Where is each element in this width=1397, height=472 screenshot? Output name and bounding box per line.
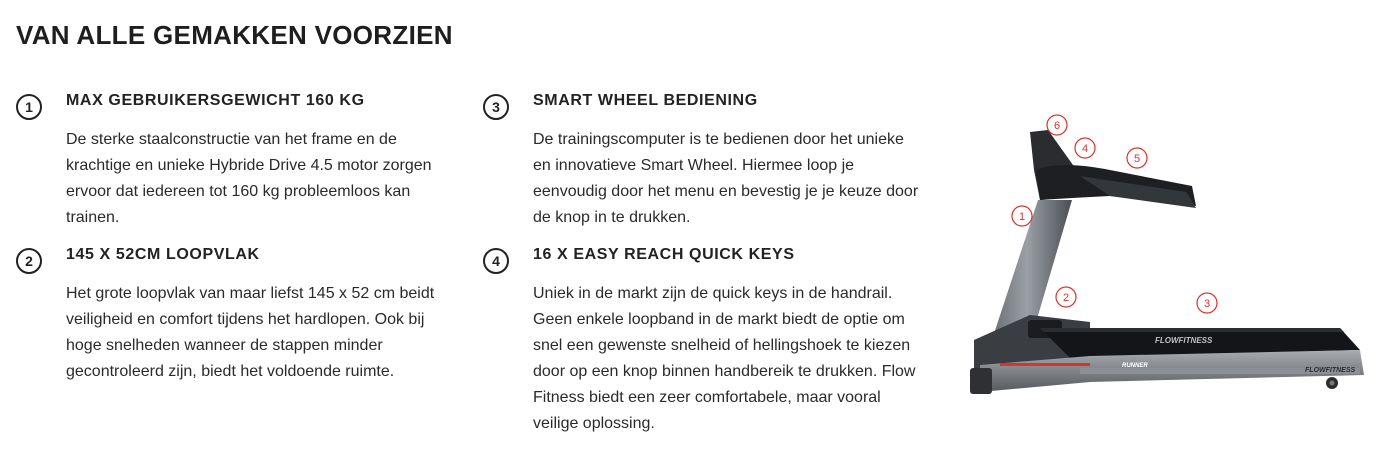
treadmill-deck-logo: FLOWFITNESS	[1155, 336, 1213, 345]
feature-number-badge: 3	[483, 94, 509, 120]
treadmill-base-logo: FLOWFITNESS	[1305, 367, 1356, 374]
callout-6	[1047, 115, 1067, 135]
callout-2	[1056, 287, 1076, 307]
feature-description: De trainingscomputer is te bedienen door het unieke en innovatieve Smart Wheel. Hiermee loop je eenvoudig door het menu en bevestig je je keuze door de knop in te drukken.	[533, 131, 919, 226]
feature-description: Uniek in de markt zijn de quick keys in de handrail. Geen enkele loopband in de markt biedt de optie om snel een gewenste snelheid of hellingshoek te kiezen door op een knop binnen handbereik te drukken. Flow Fitness biedt een zeer comfortabele, maar vooral veilige oplossing.	[533, 285, 916, 432]
feature-title: MAX GEBRUIKERSGEWICHT 160 KG	[66, 92, 365, 109]
feature-description: De sterke staalconstructie van het frame en de krachtige en unieke Hybride Drive 4.5 motor zorgen ervoor dat iedereen tot 160 kg probleemloos kan trainen.	[66, 131, 432, 226]
svg-text:5: 5	[1133, 153, 1141, 165]
svg-text:4: 4	[1081, 143, 1089, 155]
feature-description: Het grote loopvlak van maar liefst 145 x 52 cm beidt veiligheid en comfort tijdens het hardlopen. Ook bij hoge snelheden wanneer de stappen minder gecontroleerd zijn, biedt het voldoende ruimte.	[66, 285, 435, 380]
feature-title: 16 X EASY REACH QUICK KEYS	[533, 246, 795, 263]
page-title: VAN ALLE GEMAKKEN VOORZIEN	[16, 20, 453, 50]
svg-text:3: 3	[1203, 298, 1211, 310]
svg-text:1: 1	[1018, 211, 1026, 223]
svg-text:2: 2	[1062, 292, 1070, 304]
svg-text:6: 6	[1053, 120, 1061, 132]
feature-number-badge: 1	[16, 94, 42, 120]
callout-5	[1127, 148, 1147, 168]
treadmill-model-label: RUNNER	[1122, 363, 1148, 369]
feature-number-badge: 4	[483, 248, 509, 274]
feature-title: SMART WHEEL BEDIENING	[533, 92, 758, 109]
feature-title: 145 X 52CM LOOPVLAK	[66, 246, 260, 263]
treadmill-image	[960, 100, 1390, 410]
callout-3	[1197, 293, 1217, 313]
callout-1	[1012, 206, 1032, 226]
callout-4	[1075, 138, 1095, 158]
feature-number-badge: 2	[16, 248, 42, 274]
